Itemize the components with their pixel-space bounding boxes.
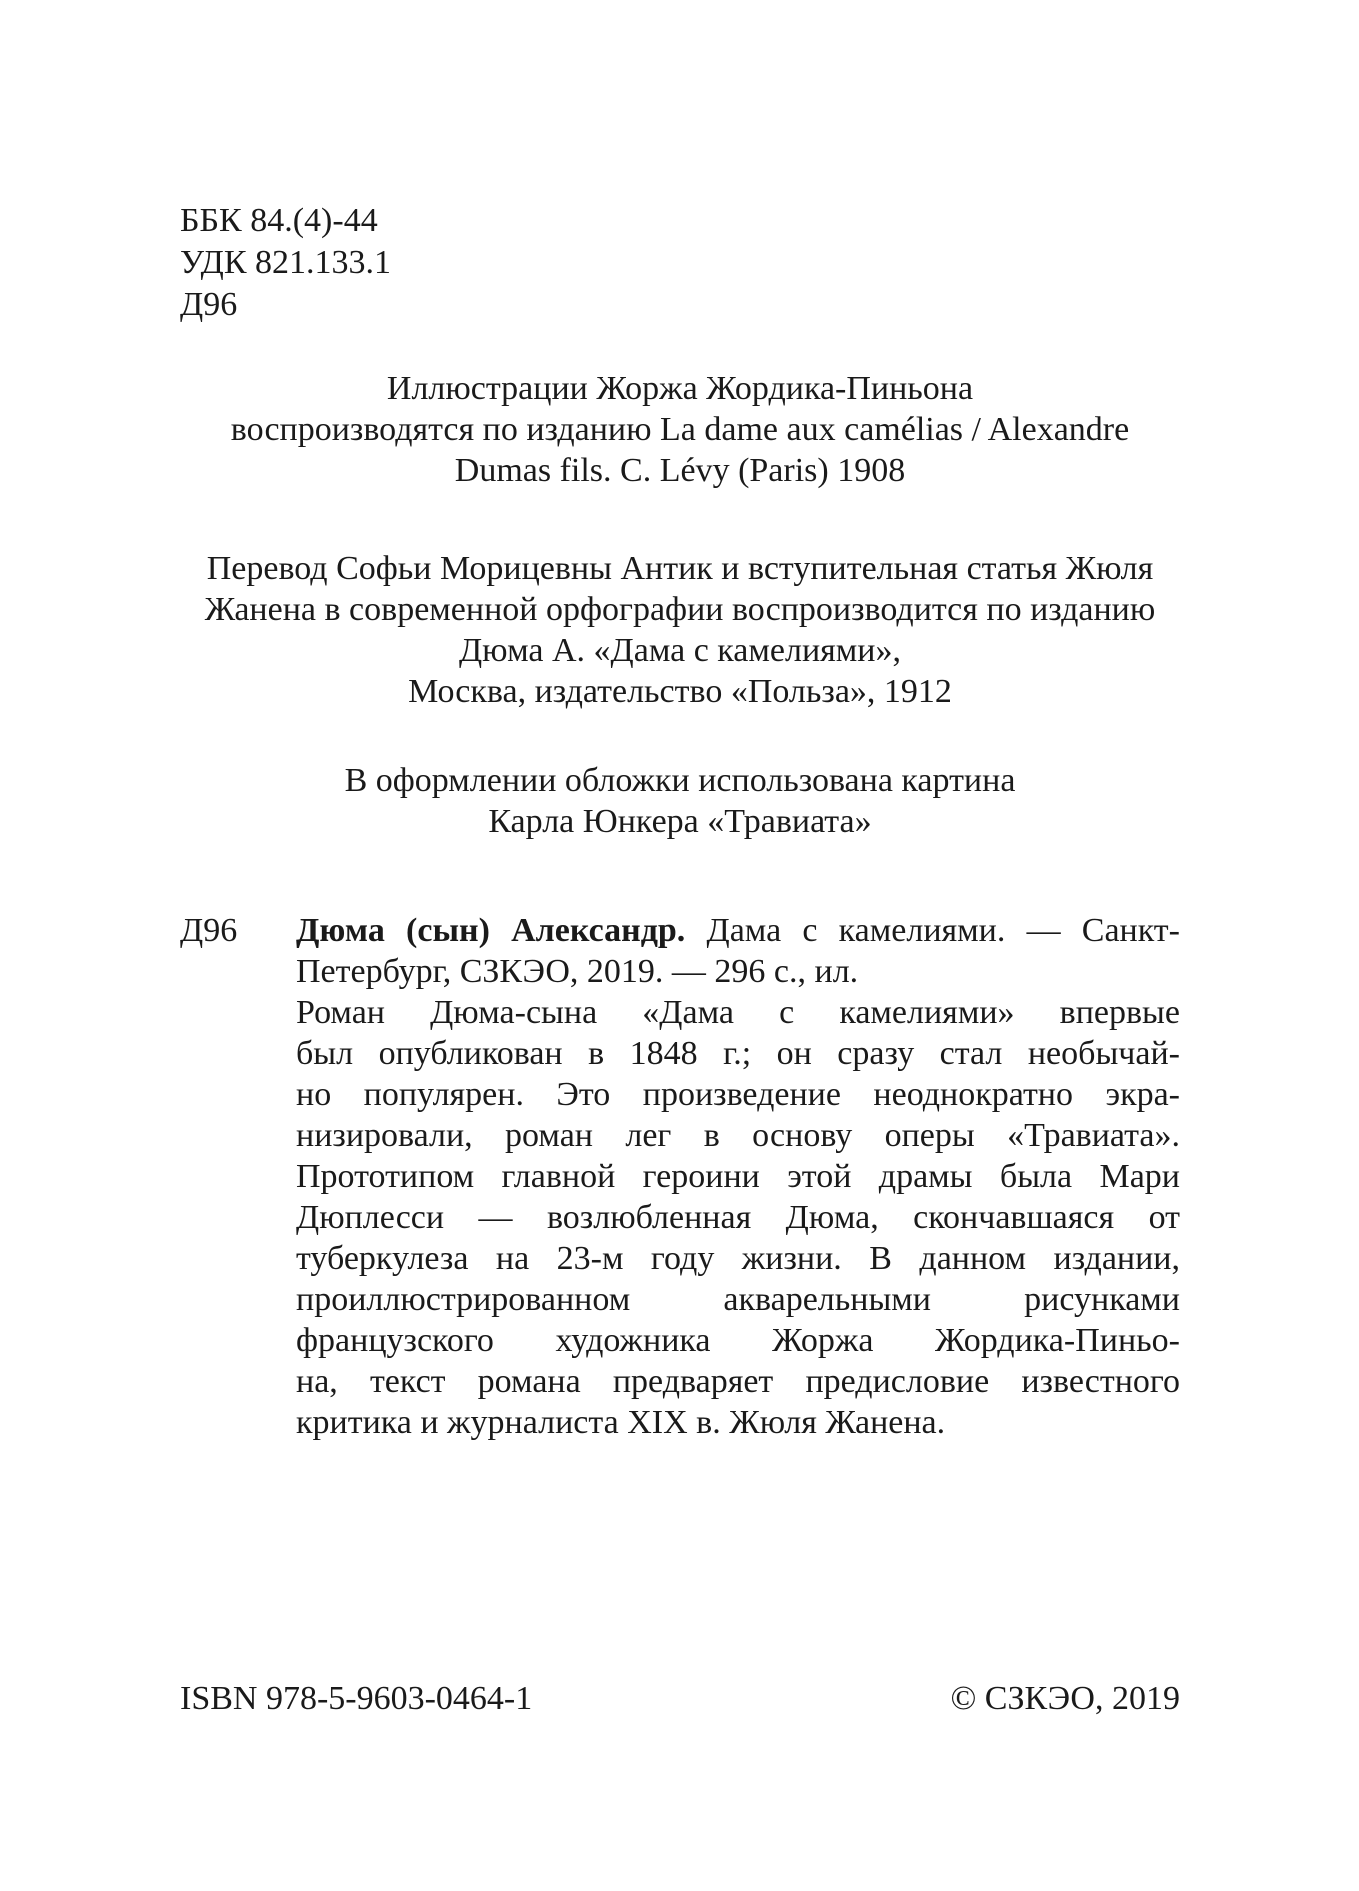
catalog-entry-line: критика и журналиста XIX в. Жюля Жанена.	[296, 1404, 946, 1441]
translation-note	[180, 548, 1180, 712]
translation-note-line: Москва, издательство «Польза», 1912	[408, 673, 952, 710]
catalog-entry-heading	[296, 910, 1180, 951]
catalog-entry-line: низировали, роман лег в основу оперы «Травиата».	[296, 1117, 1180, 1154]
catalog-entry-body	[296, 910, 1180, 1443]
catalog-entry-title: Дама с камелиями. — Санкт-	[685, 912, 1180, 949]
translation-note-line: Дюма А. «Дама с камелиями»,	[458, 632, 902, 669]
catalog-entry-line: но популярен. Это произведение неоднократно экра-	[296, 1076, 1180, 1113]
illustrations-note-line: Иллюстрации Жоржа Жордика-Пиньона	[386, 370, 974, 407]
catalog-entry-code: Д96	[180, 912, 238, 949]
catalog-entry-line: был опубликован в 1848 г.; он сразу стал необычай-	[296, 1035, 1180, 1072]
translation-note-line: Перевод Софьи Морицевны Антик и вступительная статья Жюля	[206, 550, 1154, 587]
catalog-entry-line: Дюплесси — возлюбленная Дюма, скончавшаяся от	[296, 1199, 1180, 1236]
catalog-entry-line: проиллюстрированном акварельными рисунками	[296, 1281, 1180, 1318]
illustrations-note-line: Dumas fils. C. Lévy (Paris) 1908	[454, 452, 906, 489]
illustrations-note-line: воспроизводятся по изданию La dame aux camélias / Alexandre	[230, 411, 1130, 448]
cover-note-line: Карла Юнкера «Травиата»	[488, 803, 872, 840]
copyright: © СЗКЭО, 2019	[950, 1680, 1180, 1717]
udk-code: УДК 821.133.1	[180, 244, 392, 281]
catalog-entry-author: Дюма (сын) Александр.	[296, 912, 686, 949]
catalog-entry-line: французского художника Жоржа Жордика-Пиньо-	[296, 1322, 1180, 1359]
catalog-entry-line: Роман Дюма-сына «Дама с камелиями» впервые	[296, 994, 1180, 1031]
cover-note-line: В оформлении обложки использована картина	[344, 762, 1016, 799]
catalog-entry-line: Прототипом главной героини этой драмы была Мари	[296, 1158, 1180, 1195]
catalog-entry-line: Петербург, СЗКЭО, 2019. — 296 с., ил.	[296, 953, 859, 990]
catalog-entry-line: на, текст романа предваряет предисловие известного	[296, 1363, 1180, 1400]
author-sign-code: Д96	[180, 286, 238, 323]
classification-block	[180, 200, 391, 326]
illustrations-note	[180, 368, 1180, 491]
translation-note-line: Жанена в современной орфографии воспроизводится по изданию	[204, 591, 1156, 628]
cover-note	[180, 760, 1180, 842]
catalog-entry-line: туберкулеза на 23-м году жизни. В данном издании,	[296, 1240, 1180, 1277]
isbn: ISBN 978-5-9603-0464-1	[180, 1680, 533, 1717]
bbk-code: ББК 84.(4)-44	[180, 202, 378, 239]
